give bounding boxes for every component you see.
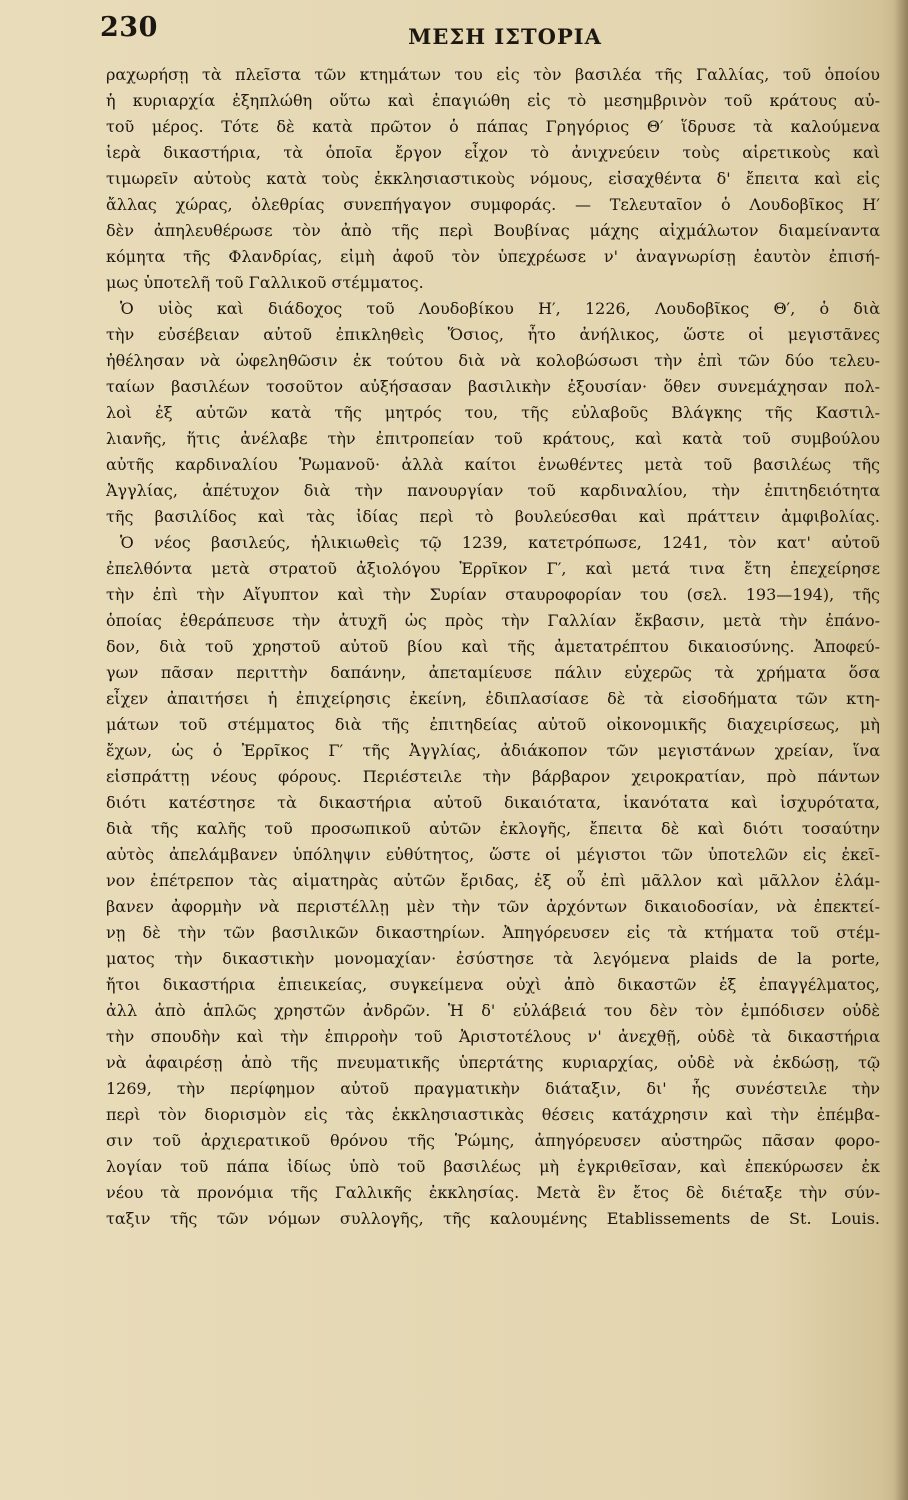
body-text	[106, 62, 880, 1258]
text-line: κόμητα τῆς Φλανδρίας, εἰμὴ ἀφοῦ τὸν ὑπεχρέωσε ν' ἀναγνωρίσῃ ἑαυτὸν ἐπισή-	[106, 247, 880, 266]
page-number: 230	[100, 12, 158, 43]
text-line: ταίων βασιλέων τοσοῦτον αὐξήσασαν βασιλικὴν ἐξουσίαν· ὅθεν συνεμάχησαν πολ-	[106, 377, 880, 396]
text-line: ραχωρήσῃ τὰ πλεῖστα τῶν κτημάτων του εἰς τὸν βασιλέα τῆς Γαλλίας, τοῦ ὁποίου	[106, 65, 880, 84]
text-line: τῆς βασιλίδος καὶ τὰς ἰδίας περὶ τὸ βουλεύεσθαι καὶ πράττειν ἀμφιβολίας.	[106, 507, 880, 526]
text-line: ὁποίας ἐθεράπευσε τὴν ἀτυχῆ ὡς πρὸς τὴν Γαλλίαν ἔκβασιν, μετὰ τὴν ἐπάνο-	[106, 611, 880, 630]
text-line: ἀλλ ἀπὸ ἁπλῶς χρηστῶν ἀνδρῶν. Ἡ δ' εὐλάβειά του δὲν τὸν ἐμπόδισεν οὐδὲ	[106, 1001, 880, 1020]
text-line: τοῦ μέρος. Τότε δὲ κατὰ πρῶτον ὁ πάπας Γρηγόριος Θ′ ἵδρυσε τὰ καλούμενα	[106, 117, 880, 136]
page-edge-shadow	[894, 0, 908, 1500]
text-line	[106, 1232, 880, 1258]
text-line: νέου τὰ προνόμια τῆς Γαλλικῆς ἐκκλησίας. Μετὰ ἓν ἔτος δὲ διέταξε τὴν σύν-	[106, 1183, 880, 1202]
text-line: περὶ τὸν διορισμὸν εἰς τὰς ἐκκλησιαστικὰς θέσεις κατάχρησιν καὶ τὴν ἐπέμβα-	[106, 1105, 880, 1124]
text-line: δον, διὰ τοῦ χρηστοῦ αὐτοῦ βίου καὶ τῆς ἀμετατρέπτου δικαιοσύνης. Ἀποφεύ-	[106, 637, 880, 656]
text-line: ἤτοι δικαστήρια ἐπιεικείας, συγκείμενα οὐχὶ ἀπὸ δικαστῶν ἐξ ἐπαγγέλματος,	[106, 975, 880, 994]
text-line: αὐτὸς ἀπελάμβανεν ὑπόληψιν εὐθύτητος, ὥστε οἱ μέγιστοι τῶν ὑποτελῶν εἰς ἐκεῖ-	[106, 845, 880, 864]
text-line: 1269, τὴν περίφημον αὐτοῦ πραγματικὴν διάταξιν, δι' ἧς συνέστειλε τὴν	[106, 1079, 880, 1098]
text-line: ματος τὴν δικαστικὴν μονομαχίαν· ἐσύστησε τὰ λεγόμενα plaids de la porte,	[106, 949, 880, 968]
text-line: λιανῆς, ἥτις ἀνέλαβε τὴν ἐπιτροπείαν τοῦ κράτους, καὶ κατὰ τοῦ συμβούλου	[106, 429, 880, 448]
text-line: τὴν ἐπὶ τὴν Αἴγυπτον καὶ τὴν Συρίαν σταυροφορίαν του (σελ. 193—194), τῆς	[106, 585, 880, 604]
text-line: μάτων τοῦ στέμματος διὰ τῆς ἐπιτηδείας αὐτοῦ οἰκονομικῆς διαχειρίσεως, μὴ	[106, 715, 880, 734]
text-line: ταξιν τῆς τῶν νόμων συλλογῆς, τῆς καλουμένης Etablissements de St. Louis.	[106, 1209, 880, 1228]
text-line: διότι κατέστησε τὰ δικαστήρια αὐτοῦ δικαιότατα, ἱκανότατα καὶ ἰσχυρότατα,	[106, 793, 880, 812]
text-line: νῃ δὲ τὴν τῶν βασιλικῶν δικαστηρίων. Ἀπηγόρευσεν εἰς τὰ κτήματα τοῦ στέμ-	[106, 923, 880, 942]
text-line: γων πᾶσαν περιττὴν δαπάνην, ἀπεταμίευσε πάλιν εὐχερῶς τὰ χρήματα ὅσα	[106, 663, 880, 682]
text-line: εἶχεν ἀπαιτήσει ἡ ἐπιχείρησις ἐκείνη, ἐδιπλασίασε δὲ τὰ εἰσοδήματα τῶν κτη-	[106, 689, 880, 708]
text-line: ἐπελθόντα μετὰ στρατοῦ ἀξιολόγου Ἐρρῖκον Γ′, καὶ μετά τινα ἔτη ἐπεχείρησε	[106, 559, 880, 578]
text-line: τιμωρεῖν αὐτοὺς κατὰ τοὺς ἐκκλησιαστικοὺς νόμους, εἰσαχθέντα δ' ἔπειτα καὶ εἰς	[106, 169, 880, 188]
text-line: ἡ κυριαρχία ἐξηπλώθη οὕτω καὶ ἐπαγιώθη εἰς τὸ μεσημβρινὸν τοῦ κράτους αὐ-	[106, 91, 880, 110]
text-line: ἱερὰ δικαστήρια, τὰ ὁποῖα ἔργον εἶχον τὸ ἀνιχνεύειν τοὺς αἱρετικοὺς καὶ	[106, 143, 880, 162]
text-line: Ἀγγλίας, ἀπέτυχον διὰ τὴν πανουργίαν τοῦ καρδιναλίου, τὴν ἐπιτηδειότητα	[106, 481, 880, 500]
text-line: νὰ ἀφαιρέσῃ ἀπὸ τῆς πνευματικῆς ὑπερτάτης κυριαρχίας, οὐδὲ νὰ ἐκδώσῃ, τῷ	[106, 1053, 880, 1072]
text-line: σιν τοῦ ἀρχιερατικοῦ θρόνου τῆς Ῥώμης, ἀπηγόρευσεν αὐστηρῶς πᾶσαν φορο-	[106, 1131, 880, 1150]
text-line: λογίαν τοῦ πάπα ἰδίως ὑπὸ τοῦ βασιλέως μὴ ἐγκριθεῖσαν, καὶ ἐπεκύρωσεν ἐκ	[106, 1157, 880, 1176]
text-line: βανεν ἀφορμὴν νὰ περιστέλλῃ μὲν τὴν τῶν ἀρχόντων δικαιοδοσίαν, νὰ ἐπεκτεί-	[106, 897, 880, 916]
text-line: εἰσπράττῃ νέους φόρους. Περιέστειλε τὴν βάρβαρον χειροκρατίαν, πρὸ πάντων	[106, 767, 880, 786]
text-line: τὴν εὐσέβειαν αὐτοῦ ἐπικληθεὶς Ὅσιος, ἦτο ἀνήλικος, ὥστε οἱ μεγιστᾶνες	[106, 325, 880, 344]
text-line: ἔχων, ὡς ὁ Ἐρρῖκος Γ′ τῆς Ἀγγλίας, ἀδιάκοπον τῶν μεγιστάνων χρείαν, ἵνα	[106, 741, 880, 760]
text-line: νον ἐπέτρεπον τὰς αἱματηρὰς αὐτῶν ἔριδας, ἐξ οὗ ἐπὶ μᾶλλον καὶ μᾶλλον ἐλάμ-	[106, 871, 880, 890]
text-line: διὰ τῆς καλῆς τοῦ προσωπικοῦ αὐτῶν ἐκλογῆς, ἔπειτα δὲ καὶ διότι τοσαύτην	[106, 819, 880, 838]
text-line: ἄλλας χώρας, ὀλεθρίας συνεπήγαγον συμφοράς. — Τελευταῖον ὁ Λουδοβῖκος Η′	[106, 195, 880, 214]
text-line: αὐτῆς καρδιναλίου Ῥωμανοῦ· ἀλλὰ καίτοι ἑνωθέντες μετὰ τοῦ βασιλέως τῆς	[106, 455, 880, 474]
running-title: ΜΕΣΗ ΙΣΤΟΡΙΑ	[408, 24, 602, 49]
text-line: τὴν σπουδὴν καὶ τὴν ἐπιρροὴν τοῦ Ἀριστοτέλους ν' ἀνεχθῇ, οὐδὲ τὰ δικαστήρια	[106, 1027, 880, 1046]
text-line: ἠθέλησαν νὰ ὠφεληθῶσιν ἐκ τούτου διὰ νὰ κολοβώσωσι τὴν ἐπὶ τῶν δύο τελευ-	[106, 351, 880, 370]
text-line: Ὁ νέος βασιλεύς, ἡλικιωθεὶς τῷ 1239, κατετρόπωσε, 1241, τὸν κατ' αὐτοῦ	[120, 533, 880, 552]
text-line: λοὶ ἐξ αὐτῶν κατὰ τῆς μητρός του, τῆς εὐλαβοῦς Βλάγκης τῆς Καστιλ-	[106, 403, 880, 422]
text-line: Ὁ υἱὸς καὶ διάδοχος τοῦ Λουδοβίκου Η′, 1226, Λουδοβῖκος Θ′, ὁ διὰ	[120, 299, 880, 318]
page-header	[100, 12, 880, 56]
text-line: δὲν ἀπηλευθέρωσε τὸν ἀπὸ τῆς περὶ Βουβίνας μάχης αἰχμάλωτον διαμείναντα	[106, 221, 880, 240]
text-line: μως ὑποτελῆ τοῦ Γαλλικοῦ στέμματος.	[106, 273, 424, 292]
